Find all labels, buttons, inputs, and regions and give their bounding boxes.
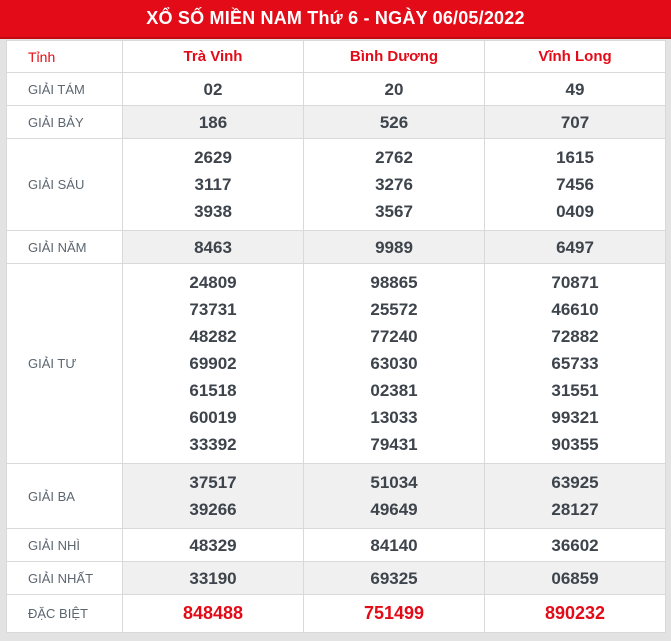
prize-numbers-cell [123,264,304,464]
prize-number: 37517 [189,473,237,492]
prize-number: 20 [384,79,404,99]
prize-numbers-cell [123,106,304,139]
prize-number: 65733 [551,354,599,373]
page-title: XỔ SỐ MIỀN NAM Thứ 6 - NGÀY 06/05/2022 [146,8,525,28]
prize-row [7,464,666,529]
prize-numbers-cell [304,562,485,595]
prize-numbers-cell [304,264,485,464]
prize-label: GIẢI NĂM [7,231,123,264]
prize-number: 31551 [551,381,599,400]
prize-label: GIẢI TÁM [7,73,123,106]
prize-number: 3276 [375,175,413,194]
prize-number: 63030 [370,354,418,373]
prize-number: 0409 [556,202,594,221]
prize-number: 848488 [182,603,244,623]
prize-number: 02381 [370,381,418,400]
prize-numbers-cell [485,264,666,464]
prize-number: 02 [203,79,223,99]
prize-numbers-cell [123,139,304,231]
prize-numbers-cell [123,231,304,264]
prize-number: 48282 [189,327,237,346]
prize-numbers-cell [304,595,485,633]
prize-number: 28127 [551,500,599,519]
province-column-label: Tỉnh [7,41,123,73]
prize-number: 49 [565,79,585,99]
results-table-container [6,40,666,633]
prize-number: 60019 [189,408,237,427]
prize-number: 751499 [363,603,425,623]
prize-number: 526 [379,112,409,132]
prize-label: GIẢI BẢY [7,106,123,139]
prize-number: 70871 [551,273,599,292]
prize-numbers-cell [304,231,485,264]
prize-row [7,139,666,231]
prize-numbers-cell [485,231,666,264]
prize-number: 33392 [189,435,237,454]
results-table [6,40,666,633]
prize-number: 13033 [370,408,418,427]
prize-number: 84140 [370,535,418,555]
prize-numbers-cell [304,464,485,529]
prize-number: 73731 [189,300,237,319]
prize-numbers-cell [304,529,485,562]
prize-numbers-cell [123,464,304,529]
prize-number: 33190 [189,568,237,588]
prize-number: 99321 [551,408,599,427]
prize-row [7,73,666,106]
prize-numbers-cell [123,595,304,633]
prize-number: 90355 [551,435,599,454]
prize-number: 24809 [189,273,237,292]
prize-label: GIẢI BA [7,464,123,529]
prize-number: 69325 [370,568,418,588]
table-header-row [7,41,666,73]
prize-number: 1615 [556,148,594,167]
prize-numbers-cell [485,73,666,106]
prize-row [7,231,666,264]
prize-number: 25572 [370,300,418,319]
prize-label: GIẢI NHẤT [7,562,123,595]
prize-row [7,106,666,139]
prize-number: 72882 [551,327,599,346]
prize-number: 3567 [375,202,413,221]
prize-number: 6497 [556,237,594,257]
prize-number: 49649 [370,500,418,519]
prize-number: 8463 [194,237,232,257]
prize-numbers-cell [304,73,485,106]
prize-number: 46610 [551,300,599,319]
prize-number: 2629 [194,148,232,167]
prize-number: 890232 [544,603,606,623]
prize-row [7,562,666,595]
province-header-binh-duong: Bình Dương [304,41,485,73]
prize-label: ĐẶC BIỆT [7,595,123,633]
prize-row [7,595,666,633]
prize-number: 707 [560,112,590,132]
title-banner [0,0,671,39]
prize-numbers-cell [123,73,304,106]
prize-number: 186 [198,112,228,132]
results-table-body [7,73,666,633]
prize-number: 77240 [370,327,418,346]
prize-label: GIẢI SÁU [7,139,123,231]
prize-numbers-cell [485,106,666,139]
prize-number: 3117 [194,175,232,194]
prize-number: 39266 [189,500,237,519]
prize-number: 36602 [551,535,599,555]
prize-number: 63925 [551,473,599,492]
prize-number: 06859 [551,568,599,588]
prize-number: 9989 [375,237,413,257]
prize-numbers-cell [485,595,666,633]
prize-number: 7456 [556,175,594,194]
prize-label: GIẢI TƯ [7,264,123,464]
prize-number: 3938 [194,202,232,221]
prize-number: 69902 [189,354,237,373]
prize-number: 79431 [370,435,418,454]
prize-numbers-cell [304,139,485,231]
prize-numbers-cell [485,562,666,595]
prize-numbers-cell [485,529,666,562]
prize-numbers-cell [485,139,666,231]
prize-numbers-cell [485,464,666,529]
prize-number: 48329 [189,535,237,555]
prize-number: 2762 [375,148,413,167]
prize-number: 51034 [370,473,418,492]
prize-numbers-cell [304,106,485,139]
province-header-tra-vinh: Trà Vinh [123,41,304,73]
prize-number: 61518 [189,381,237,400]
prize-row [7,264,666,464]
prize-label: GIẢI NHÌ [7,529,123,562]
province-header-vinh-long: Vĩnh Long [485,41,666,73]
prize-numbers-cell [123,562,304,595]
prize-numbers-cell [123,529,304,562]
prize-number: 98865 [370,273,418,292]
prize-row [7,529,666,562]
